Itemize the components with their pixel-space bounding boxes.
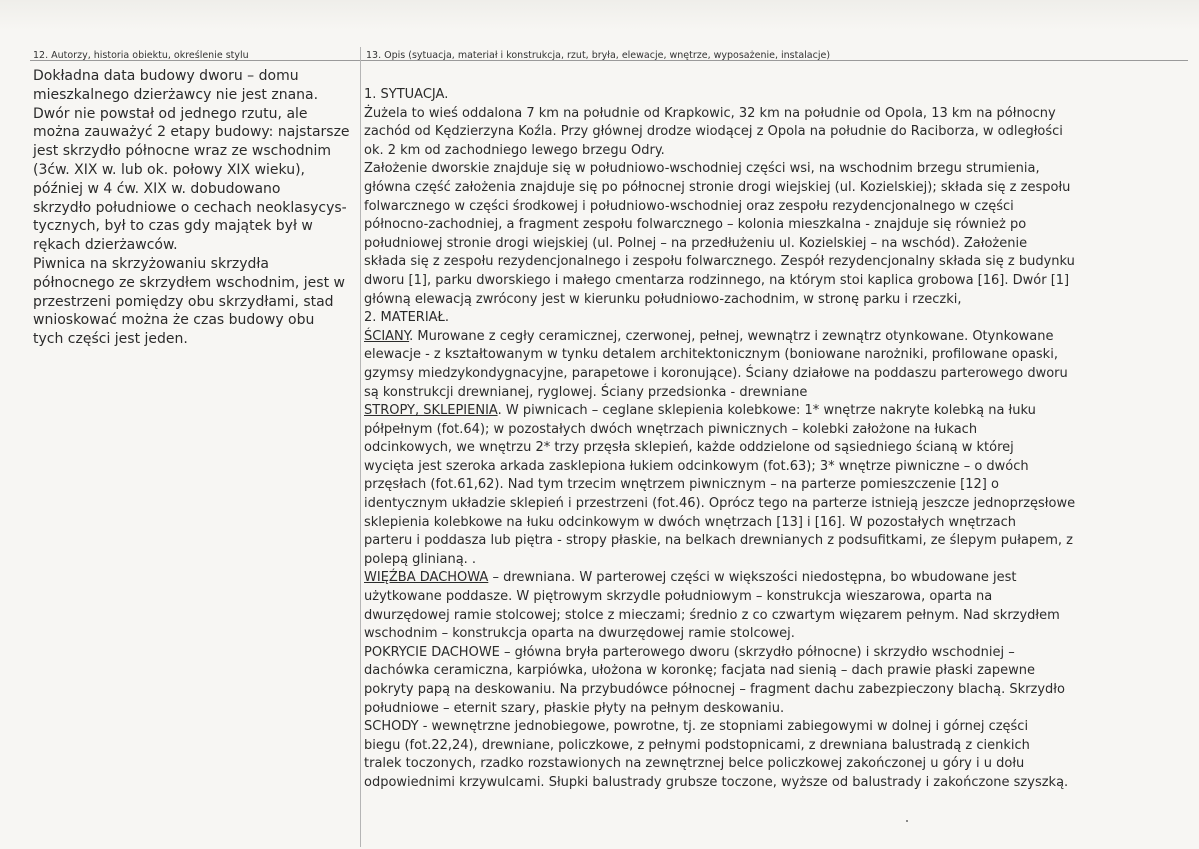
description-line — [364, 216, 1192, 235]
description-text: parteru i poddasza lub piętra - stropy płaskie, na belkach drewnianych z podsufitkami, ze ślepym pułapem, z — [364, 533, 1073, 549]
description-line — [364, 123, 1192, 142]
description-text: są konstrukcji drewnianej, ryglowej. Ściany przedsionka - drewniane — [364, 384, 808, 400]
description-text: południowe – eternit szary, płaskie płyty na pełnym deskowaniu. — [364, 700, 785, 716]
description-line — [364, 737, 1192, 756]
description-text: gzymsy miedzykondygnacyjne, parapetowe i koronujące). Ściany działowe na poddaszu parterowego dworu — [364, 365, 1068, 381]
description-text: folwarcznego w części środkowej i południowo-wschodniej oraz zespołu rezydencjonalnego w części — [364, 198, 1014, 214]
description-column — [364, 86, 1192, 793]
description-text: główną elewacją zwrócony jest w kierunku południowo-zachodnim, w stronę parku i rzeczki, — [364, 291, 962, 307]
history-line: Dokładna data budowy dworu – domu — [33, 68, 299, 84]
description-line — [364, 439, 1192, 458]
description-line — [364, 309, 1192, 328]
description-text: ok. 2 km od zachodniego lewego brzegu Odry. — [364, 142, 665, 158]
history-line: wnioskować można że czas budowy obu — [33, 312, 315, 329]
history-line: tycznych, był to czas gdy majątek był w — [33, 218, 313, 235]
column-divider — [360, 47, 361, 847]
description-text: POKRYCIE DACHOWE – główna bryła parterowego dworu (skrzydło północne) i skrzydło wschodniej – — [364, 644, 1015, 660]
description-text: 2. MATERIAŁ. — [364, 310, 449, 326]
description-line — [364, 774, 1192, 793]
page-top-edge — [0, 0, 1199, 30]
description-text: SCHODY - wewnętrzne jednobiegowe, powrotne, tj. ze stopniami zabiegowymi w dolnej i górnej części — [364, 719, 1029, 735]
section-label: WIĘŹBA DACHOWA — [364, 570, 489, 586]
description-line — [364, 346, 1192, 365]
description-line — [364, 755, 1192, 774]
description-text: odcinkowych, we wnętrzu 2* trzy przęsła sklepień, każde oddzielone od sąsiedniego ścianą w której — [364, 440, 1014, 456]
description-text: . Murowane z cegły ceramicznej, czerwonej, pełnej, wewnątrz i zewnątrz otynkowane. Otynkowane — [409, 328, 1054, 344]
description-line — [364, 160, 1192, 179]
section-label: ŚCIANY — [364, 328, 410, 344]
description-text: zachód od Kędzierzyna Koźla. Przy głównej drodze wiodącej z Opola na południe do Raciborza, w odległości — [364, 124, 1063, 140]
history-line: rękach dzierżawców. — [33, 237, 178, 254]
description-text: przęsłach (fot.61,62). Nad tym trzecim wnętrzem piwnicznym – na parterze pomieszczenie [12] o — [364, 477, 999, 493]
description-text: główna część założenia znajduje się po północnej stronie drogi wiejskiej (ul. Kozielskiej); składa się z zespołu — [364, 179, 1071, 195]
description-text: polepą glinianą. . — [364, 551, 477, 567]
description-line — [364, 198, 1192, 217]
description-text: 1. SYTUACJA. — [364, 87, 449, 102]
description-text: identycznym układzie sklepień i przestrzeni (fot.46). Oprócz tego na parterze istnieją jeszcze jednoprzęsłowe — [364, 496, 1076, 512]
section-13-header: 13. Opis (sytuacja, materiał i konstrukcja, rzut, bryła, elewacje, wnętrze, wyposażenie, instalacje) — [366, 50, 831, 61]
description-text: Założenie dworskie znajduje się w południowo-wschodniej części wsi, na wschodnim brzegu strumienia, — [364, 161, 1040, 177]
description-text: półpełnym (fot.64); w pozostałych dwóch wnętrzach piwnicznych – kolebki założone na łukach — [364, 421, 978, 437]
description-line — [364, 644, 1192, 663]
description-line — [364, 514, 1192, 533]
description-line — [364, 458, 1192, 477]
description-line — [364, 625, 1192, 644]
description-text: Żużela to wieś oddalona 7 km na południe od Krapkowic, 32 km na południe od Opola, 13 km na północny — [364, 105, 1056, 121]
description-line — [364, 272, 1192, 291]
description-line — [364, 588, 1192, 607]
description-text: dachówka ceramiczna, karpiówka, ułożona w koronkę; facjata nad sienią – dach prawie płaski zapewne — [364, 663, 1035, 679]
history-line: Dwór nie powstał od jednego rzutu, ale — [33, 105, 308, 122]
description-line — [364, 402, 1192, 421]
description-text: północno-zachodniej, a fragment zespołu folwarcznego – kolonia mieszkalna - znajduje się również po — [364, 217, 1027, 233]
description-line — [364, 681, 1192, 700]
description-line — [364, 421, 1192, 440]
description-text: wschodnim – konstrukcja oparta na dwurzędowej ramie stolcowej. — [364, 626, 795, 642]
description-line — [364, 569, 1192, 588]
description-text: wycięta jest szeroka arkada zasklepiona łukiem odcinkowym (fot.63); 3* wnętrze piwniczne – o dwóch — [364, 458, 1029, 474]
description-line — [364, 662, 1192, 681]
scan-speck — [906, 820, 908, 822]
history-line: skrzydło południowe o cechach neoklasycys- — [33, 199, 347, 216]
description-line — [364, 365, 1192, 384]
description-text: pokryty papą na deskowaniu. Na przybudówce północnej – fragment dachu zabezpieczony blachą. Skrzydło — [364, 682, 1065, 697]
description-text: południowej stronie drogi wiejskiej (ul. Polnej – na przedłużeniu ul. Kozielskiej – na wschód). Założenie — [364, 235, 1028, 251]
description-text: biegu (fot.22,24), drewniane, policzkowe, z pełnymi podstopnicami, z drewniana balustradą z cienkich — [364, 737, 1030, 753]
description-text: odpowiednimi krzywulcami. Słupki balustrady grubsze toczone, wyższe od balustrady i zakończone szyszką. — [364, 774, 1069, 790]
history-column — [33, 67, 358, 349]
description-text: użytkowane poddasze. W piętrowym skrzydle południowym – konstrukcja wieszarowa, oparta na — [364, 589, 993, 605]
history-line: mieszkalnego dzierżawcy nie jest znana. — [33, 86, 319, 103]
section-12-header: 12. Autorzy, historia obiektu, określenie stylu — [33, 50, 249, 61]
description-line — [364, 476, 1192, 495]
description-line — [364, 328, 1192, 347]
description-line — [364, 495, 1192, 514]
description-line — [364, 718, 1192, 737]
header-rule — [30, 60, 1188, 61]
history-line: Piwnica na skrzyżowaniu skrzydła — [33, 255, 269, 272]
description-text: . W piwnicach – ceglane sklepienia kolebkowe: 1* wnętrze nakryte kolebką na łuku — [497, 403, 1036, 419]
description-line — [364, 551, 1192, 570]
history-line: przestrzeni pomiędzy obu skrzydłami, stad — [33, 293, 334, 310]
description-text: dwurzędowej ramie stolcowej; stolce z mieczami; średnio z co czwartym więzarem pełnym. Nad skrzydłem — [364, 607, 1060, 623]
description-line — [364, 86, 1192, 105]
history-line: tych części jest jeden. — [33, 331, 188, 348]
description-line — [364, 291, 1192, 310]
description-text: sklepienia kolebkowe na łuku odcinkowym w dwóch wnętrzach [13] i [16]. W pozostałych wnętrzach — [364, 514, 1016, 530]
description-line — [364, 253, 1192, 272]
description-line — [364, 235, 1192, 254]
description-line — [364, 142, 1192, 161]
description-line — [364, 607, 1192, 626]
description-line — [364, 700, 1192, 719]
section-label: STROPY, SKLEPIENIA — [364, 403, 498, 419]
description-line — [364, 532, 1192, 551]
history-line: później w 4 ćw. XIX w. dobudowano — [33, 180, 281, 197]
description-text: składa się z zespołu rezydencjonalnego i zespołu folwarcznego. Zespół rezydencjonalny składa się z budynku — [364, 254, 1075, 270]
description-text: tralek toczonych, rzadko rozstawionych na zewnętrznej belce policzkowej zakończonej u góry i u dołu — [364, 756, 1025, 772]
history-line: można zauważyć 2 etapy budowy: najstarsze — [33, 124, 350, 141]
history-line: północnego ze skrzydłem wschodnim, jest w — [33, 274, 345, 291]
description-line — [364, 384, 1192, 403]
history-line: (3ćw. XIX w. lub ok. połowy XIX wieku), — [33, 161, 305, 178]
description-line — [364, 179, 1192, 198]
description-text: elewacje - z kształtowanym w tynku detalem architektonicznym (boniowane narożniki, profilowane opaski, — [364, 347, 1058, 363]
description-text: – drewniana. W parterowej części w większości niedostępna, bo wbudowane jest — [488, 570, 1017, 586]
history-line: jest skrzydło północne wraz ze wschodnim — [33, 143, 332, 160]
description-text: dworu [1], parku dworskiego i małego cmentarza rodzinnego, na którym stoi kaplica grobowa [16]. Dwór [1] — [364, 272, 1070, 288]
description-line — [364, 105, 1192, 124]
